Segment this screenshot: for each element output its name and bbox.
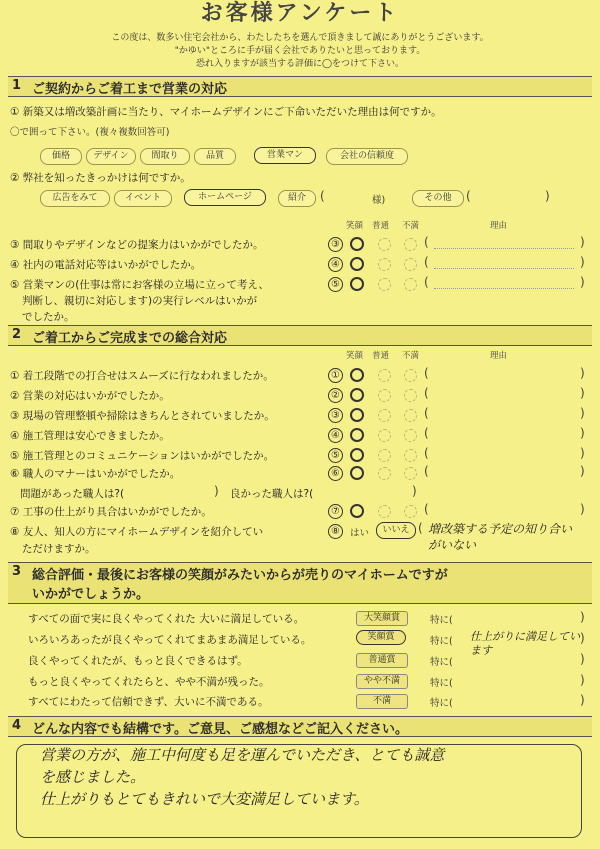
rating-smile-selected[interactable] bbox=[350, 428, 364, 442]
channel-option[interactable]: その他 bbox=[412, 190, 464, 207]
rating-unsatisfied[interactable] bbox=[404, 409, 417, 422]
paren-open: ( bbox=[424, 426, 429, 440]
question-1-5: ⑤ 営業マンの(仕事は常にお客様の立場に立って考え、 bbox=[10, 279, 269, 291]
channel-option[interactable]: イベント bbox=[114, 190, 172, 207]
paren-open: ( bbox=[418, 521, 423, 535]
reason-line[interactable] bbox=[434, 268, 574, 269]
channel-sama: 様) bbox=[372, 195, 386, 206]
channel-option-selected[interactable]: ホームページ bbox=[184, 189, 266, 206]
col-header-normal: 普通 bbox=[372, 351, 390, 361]
question-1-4: ④ 社内の電話対応等はいかがでしたか。 bbox=[10, 259, 202, 271]
paren-open: ( bbox=[424, 366, 429, 380]
channel-option[interactable]: 紹介 bbox=[278, 190, 316, 207]
question-1-1: ① 新築又は増改築計画に当たり、マイホームデザインにご下命いただいた理由は何ですか。 bbox=[10, 106, 442, 118]
question-1-1-note: 〇で囲って下さい。(複々複数回答可) bbox=[10, 127, 170, 138]
award-option[interactable]: 普通賞 bbox=[356, 653, 408, 668]
paren-close: ) bbox=[580, 652, 585, 666]
rating-unsatisfied[interactable] bbox=[404, 467, 417, 480]
reason-line[interactable] bbox=[434, 288, 574, 289]
intro-line-2: "かゆい"ところに手が届く会社でありたいと思っております。 bbox=[174, 46, 426, 56]
section-number: 4 bbox=[12, 718, 22, 733]
section-3-header bbox=[8, 562, 592, 604]
rating-normal[interactable] bbox=[378, 409, 391, 422]
paren-close: ) bbox=[580, 502, 585, 516]
paren-close: ) bbox=[580, 631, 585, 645]
rating-normal[interactable] bbox=[378, 467, 391, 480]
row-number: ⑦ bbox=[328, 504, 343, 519]
question-2-8-cont: ただけますか。 bbox=[22, 543, 96, 555]
paren-open: ( bbox=[424, 406, 429, 420]
row-number: ③ bbox=[328, 408, 343, 423]
question-2-7: ⑦ 工事の仕上がり具合はいかがでしたか。 bbox=[10, 506, 212, 518]
especially-label: 特に( bbox=[430, 698, 453, 709]
rating-unsatisfied[interactable] bbox=[404, 369, 417, 382]
question-2-1: ① 着工段階での打合せはスムーズに行なわれましたか。 bbox=[10, 370, 274, 382]
question-1-5-cont: 判断し、親切に対応します)の実行レベルはいかが bbox=[22, 295, 258, 307]
paren-close: ) bbox=[580, 386, 585, 400]
handwritten-comment-line: を感じました。 bbox=[40, 768, 146, 786]
answer-yes[interactable]: はい bbox=[350, 528, 370, 539]
paren-close: ) bbox=[580, 366, 585, 380]
award-option[interactable]: 不満 bbox=[356, 694, 408, 709]
award-option[interactable]: やや不満 bbox=[356, 674, 408, 689]
section-title-line-2: いかがでしょうか。 bbox=[32, 587, 150, 602]
paren-close: ) bbox=[580, 673, 585, 687]
handwritten-comment-line: 営業の方が、施工中何度も足を運んでいただき、とても誠意 bbox=[40, 746, 445, 764]
rating-unsatisfied[interactable] bbox=[404, 505, 417, 518]
rating-smile-selected[interactable] bbox=[350, 466, 364, 480]
rating-unsatisfied[interactable] bbox=[404, 258, 417, 271]
award-option[interactable]: 大笑顔賞 bbox=[356, 611, 408, 626]
section-title: ご着工からご完成までの総合対応 bbox=[32, 331, 228, 346]
rating-smile-selected[interactable] bbox=[350, 277, 364, 291]
reason-option-selected[interactable]: 営業マン bbox=[254, 147, 316, 164]
row-number: ④ bbox=[328, 428, 343, 443]
especially-label: 特に( bbox=[430, 678, 453, 689]
intro-line-1: この度は、数多い住宅会社から、わたしたちを選んで頂きまして誠にありがとうございます。 bbox=[111, 33, 489, 43]
paren-close: ) bbox=[580, 275, 585, 289]
paren-close: ) bbox=[580, 426, 585, 440]
row-number: ⑥ bbox=[328, 466, 343, 481]
row-number: ⑧ bbox=[328, 524, 343, 539]
handwritten-especially-note: 仕上がりに満足しています bbox=[470, 630, 580, 657]
especially-label: 特に( bbox=[430, 636, 453, 647]
rating-unsatisfied[interactable] bbox=[404, 278, 417, 291]
col-header-normal: 普通 bbox=[372, 221, 390, 231]
row-number: ⑤ bbox=[328, 448, 343, 463]
paren-close: ) bbox=[580, 406, 585, 420]
rating-smile-selected[interactable] bbox=[350, 388, 364, 402]
question-2-8: ⑧ 友人、知人の方にマイホームデザインを紹介してい bbox=[10, 526, 264, 538]
rating-smile-selected[interactable] bbox=[350, 408, 364, 422]
survey-title: お客様アンケート bbox=[200, 1, 400, 26]
reason-option[interactable]: デザイン bbox=[86, 148, 136, 165]
rating-row-text: もっと良くやってくれたらと、やや不満が残った。 bbox=[28, 676, 270, 688]
rating-normal[interactable] bbox=[378, 238, 391, 251]
rating-normal[interactable] bbox=[378, 429, 391, 442]
section-title: 総合評価・最後にお客様の笑顔がみたいからが売りのマイホームですが bbox=[32, 568, 448, 583]
paren-close: ) bbox=[580, 610, 585, 624]
problem-craftsman-label: 問題があった職人は?( bbox=[20, 488, 125, 500]
question-2-6: ⑥ 職人のマナーはいかがでしたか。 bbox=[10, 468, 181, 480]
rating-row-text: すべてにわたって信頼できず、大いに不満である。 bbox=[28, 696, 269, 708]
rating-smile-selected[interactable] bbox=[350, 237, 364, 251]
col-header-smile: 笑顔 bbox=[346, 221, 364, 231]
paren-open: ( bbox=[424, 235, 429, 249]
rating-normal[interactable] bbox=[378, 369, 391, 382]
rating-smile-selected[interactable] bbox=[350, 504, 364, 518]
paren-open: ( bbox=[424, 255, 429, 269]
section-title: どんな内容でも結構です。ご意見、ご感想などご記入ください。 bbox=[32, 722, 408, 737]
paren-close: ) bbox=[412, 484, 417, 498]
section-number: 1 bbox=[12, 78, 22, 93]
good-craftsman-label: 良かった職人は?( bbox=[230, 488, 314, 500]
especially-label: 特に( bbox=[430, 615, 453, 626]
question-2-3: ③ 現場の管理整頓や掃除はきちんとされていましたか。 bbox=[10, 410, 275, 422]
paren-close: ) bbox=[580, 446, 585, 460]
handwritten-reason: 増改築する予定の知り合いがいない bbox=[428, 522, 573, 552]
rating-smile-selected[interactable] bbox=[350, 257, 364, 271]
question-1-3: ③ 間取りやデザインなどの提案力はいかがでしたか。 bbox=[10, 239, 264, 251]
rating-row-text: いろいろあったが良くやってくれてまあまあ満足している。 bbox=[28, 634, 312, 646]
rating-normal[interactable] bbox=[378, 449, 391, 462]
reason-option[interactable]: 価格 bbox=[40, 148, 82, 165]
rating-normal[interactable] bbox=[378, 258, 391, 271]
paren-close: ) bbox=[580, 235, 585, 249]
rating-row-text: すべての面で実に良くやってくれた 大いに満足している。 bbox=[28, 613, 305, 625]
question-1-5-cont: でしたか。 bbox=[22, 311, 75, 323]
section-1-header bbox=[8, 76, 592, 97]
paren-open: ( bbox=[424, 464, 429, 478]
section-number: 2 bbox=[12, 327, 22, 342]
rating-normal[interactable] bbox=[378, 278, 391, 291]
paren-close: ) bbox=[545, 189, 550, 203]
question-1-2: ② 弊社を知ったきっかけは何ですか。 bbox=[10, 172, 191, 184]
rating-unsatisfied[interactable] bbox=[404, 429, 417, 442]
row-number: ③ bbox=[328, 237, 343, 252]
col-header-reason: 理由 bbox=[490, 221, 508, 231]
paren-open: ( bbox=[466, 189, 471, 203]
row-number: ④ bbox=[328, 257, 343, 272]
reason-option[interactable]: 品質 bbox=[194, 148, 236, 165]
rating-unsatisfied[interactable] bbox=[404, 449, 417, 462]
col-header-reason: 理由 bbox=[490, 351, 508, 361]
paren-open: ( bbox=[424, 275, 429, 289]
reason-option[interactable]: 会社の信頼度 bbox=[326, 148, 408, 165]
col-header-unsatisfied: 不満 bbox=[402, 221, 420, 231]
paren-open: ( bbox=[320, 189, 325, 203]
question-2-4: ④ 施工管理は安心できましたか。 bbox=[10, 430, 170, 442]
rating-normal[interactable] bbox=[378, 389, 391, 402]
paren-open: ( bbox=[424, 446, 429, 460]
reason-option[interactable]: 間取り bbox=[140, 148, 190, 165]
paren-open: ( bbox=[424, 502, 429, 516]
rating-smile-selected[interactable] bbox=[350, 368, 364, 382]
reason-line[interactable] bbox=[434, 248, 574, 249]
answer-no-selected[interactable]: いいえ bbox=[376, 522, 416, 539]
paren-open: ( bbox=[424, 386, 429, 400]
question-2-2: ② 営業の対応はいかがでしたか。 bbox=[10, 390, 170, 402]
intro-line-3: 恐れ入りますが該当する評価に◯をつけて下さい。 bbox=[195, 59, 405, 69]
col-header-smile: 笑顔 bbox=[346, 351, 364, 361]
rating-row-text: 良くやってくれたが、もっと良くできるはず。 bbox=[28, 655, 248, 667]
section-2-header bbox=[8, 325, 592, 346]
especially-label: 特に( bbox=[430, 657, 453, 668]
rating-smile-selected[interactable] bbox=[350, 448, 364, 462]
paren-close: ) bbox=[580, 693, 585, 707]
row-number: ⑤ bbox=[328, 277, 343, 292]
paren-close: ) bbox=[580, 255, 585, 269]
rating-unsatisfied[interactable] bbox=[404, 389, 417, 402]
row-number: ② bbox=[328, 388, 343, 403]
section-4-header bbox=[8, 716, 592, 737]
section-number: 3 bbox=[12, 564, 22, 579]
paren-close: ) bbox=[214, 484, 219, 498]
row-number: ① bbox=[328, 368, 343, 383]
handwritten-comment-line: 仕上がりもとてもきれいで大変満足しています。 bbox=[40, 790, 369, 808]
award-option-selected[interactable]: 笑顔賞 bbox=[356, 630, 406, 645]
rating-normal[interactable] bbox=[378, 505, 391, 518]
channel-option[interactable]: 広告をみて bbox=[40, 190, 110, 207]
paren-close: ) bbox=[580, 464, 585, 478]
question-2-5: ⑤ 施工管理とのコミュニケーションはいかがでしたか。 bbox=[10, 450, 275, 462]
col-header-unsatisfied: 不満 bbox=[402, 351, 420, 361]
rating-unsatisfied[interactable] bbox=[404, 238, 417, 251]
section-title: ご契約からご着工まで営業の対応 bbox=[32, 82, 228, 97]
